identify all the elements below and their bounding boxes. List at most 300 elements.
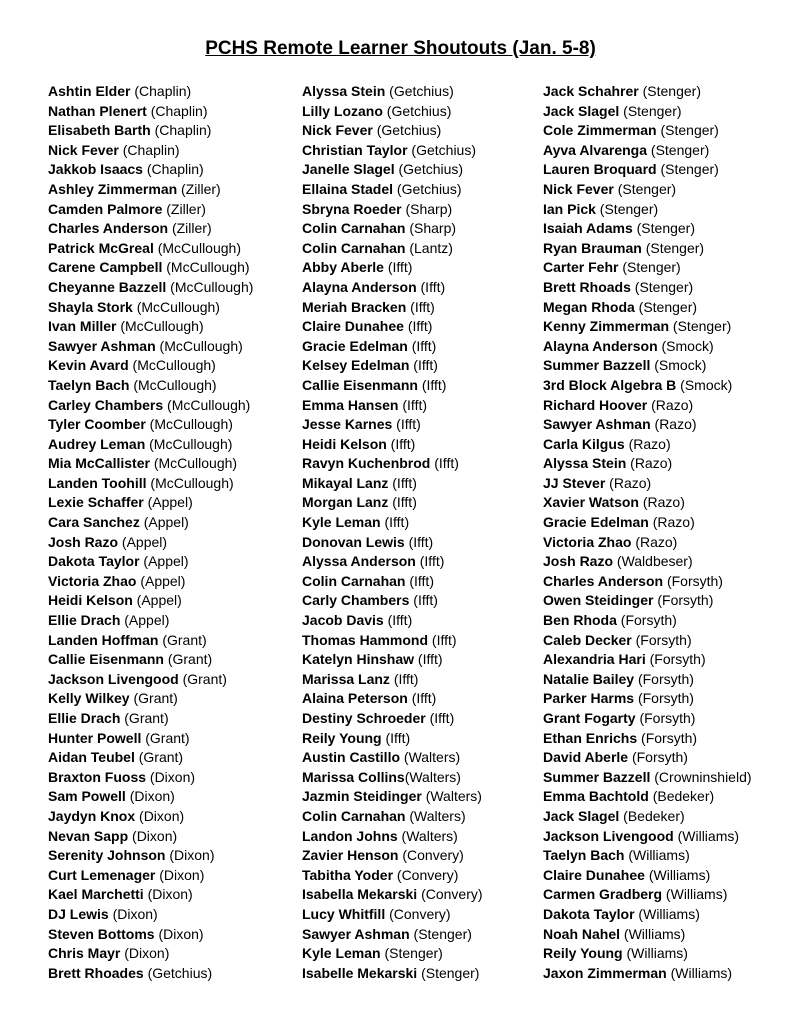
shoutout-entry: [48, 905, 253, 925]
shoutout-entry: [302, 278, 483, 298]
teacher-name: (Getchius): [394, 161, 464, 178]
teacher-name: (McCullough): [146, 474, 234, 491]
shoutout-entry: [543, 435, 752, 455]
teacher-name: (Grant): [163, 651, 213, 668]
shoutout-column-1: [48, 82, 253, 983]
shoutout-entry: [302, 513, 483, 533]
student-name: Curt Lemenager: [48, 866, 156, 883]
shoutout-entry: [543, 337, 752, 357]
teacher-name: (Dixon): [165, 847, 215, 864]
teacher-name: (Ziller): [177, 180, 221, 197]
teacher-name: (Convery): [398, 847, 464, 864]
shoutout-entry: [48, 317, 253, 337]
student-name: Lauren Broquard: [543, 161, 657, 178]
student-name: Ryan Brauman: [543, 239, 642, 256]
student-name: Alyssa Anderson: [302, 553, 416, 570]
shoutout-entry: [543, 572, 752, 592]
student-name: Jaxon Zimmerman: [543, 964, 667, 981]
teacher-name: (Dixon): [143, 886, 193, 903]
student-name: Brett Rhoades: [48, 964, 144, 981]
student-name: Heidi Kelson: [48, 592, 133, 609]
shoutout-entry: [543, 493, 752, 513]
shoutout-entry: [302, 729, 483, 749]
shoutout-entry: [543, 219, 752, 239]
shoutout-entry: [48, 827, 253, 847]
teacher-name: (Grant): [120, 710, 169, 726]
student-name: Kelsey Edelman: [302, 357, 410, 374]
shoutout-entry: [48, 964, 253, 984]
teacher-name: (Appel): [143, 494, 193, 511]
teacher-name: (McCullough): [132, 298, 220, 315]
teacher-name: (Chaplin): [142, 161, 204, 178]
teacher-name: (Walters): [400, 749, 461, 766]
shoutout-entry: [543, 552, 752, 572]
student-name: Ian Pick: [543, 200, 596, 217]
student-name: Victoria Zhao: [48, 572, 137, 589]
shoutout-entry: [48, 376, 253, 396]
teacher-name: (Chaplin): [118, 141, 180, 158]
teacher-name: (Stenger): [632, 220, 695, 237]
student-name: Jesse Karnes: [302, 416, 393, 433]
student-name: Carley Chambers: [48, 396, 164, 413]
student-name: Jackson Livengood: [543, 827, 674, 844]
shoutout-entry: [543, 729, 752, 749]
student-name: Kyle Leman: [302, 514, 381, 531]
shoutout-entry: [48, 611, 253, 631]
shoutout-entry: [543, 905, 752, 925]
teacher-name: (Stenger): [647, 141, 710, 158]
shoutout-entry: [48, 748, 253, 768]
teacher-name: (Ifft): [415, 553, 445, 570]
student-name: Nick Fever: [543, 180, 614, 197]
teacher-name: (Forsyth): [616, 612, 677, 629]
student-name: 3rd Block Algebra B: [543, 376, 677, 393]
teacher-name: (Stenger): [669, 318, 732, 335]
student-name: Meriah Bracken: [302, 298, 407, 315]
shoutout-entry: [543, 513, 752, 533]
shoutout-entry: [302, 160, 483, 180]
student-name: Sam Powell: [48, 788, 126, 805]
student-name: Serenity Johnson: [48, 847, 166, 864]
shoutout-entry: [302, 356, 483, 376]
teacher-name: (Bedeker): [619, 807, 685, 824]
shoutout-entry: [302, 376, 483, 396]
shoutout-entry: [543, 454, 752, 474]
teacher-name: (Stenger): [619, 102, 682, 119]
shoutout-column-3: [543, 82, 752, 983]
teacher-name: (McCullough): [145, 435, 233, 452]
shoutout-entry: [543, 670, 752, 690]
shoutout-entry: [302, 611, 483, 631]
teacher-name: (Ifft): [388, 474, 417, 491]
teacher-name: (Williams): [620, 925, 686, 942]
student-name: Jacob Davis: [302, 612, 384, 629]
teacher-name: (Getchius): [372, 122, 442, 139]
teacher-name: (Ifft): [388, 494, 417, 511]
teacher-name: (Chaplin): [146, 102, 208, 119]
teacher-name: (McCullough): [128, 357, 216, 374]
shoutout-entry: [302, 768, 483, 788]
student-name: Carmen Gradberg: [543, 886, 663, 903]
student-name: Cole Zimmerman: [543, 122, 657, 139]
teacher-name: (Razo): [624, 435, 671, 452]
student-name: Jackson Livengood: [48, 670, 179, 687]
teacher-name: (Dixon): [135, 807, 185, 824]
shoutout-entry: [302, 591, 483, 611]
shoutout-entry: [543, 925, 752, 945]
shoutout-entry: [543, 396, 752, 416]
shoutout-entry: [543, 611, 752, 631]
student-name: Noah Nahel: [543, 925, 621, 942]
shoutout-entry: [543, 356, 752, 376]
shoutout-entry: [48, 337, 253, 357]
shoutout-entry: [48, 474, 253, 494]
shoutout-entry: [48, 885, 253, 905]
teacher-name: (Appel): [139, 553, 189, 570]
student-name: Callie Eisenmann: [48, 651, 164, 668]
teacher-name: (Razo): [605, 474, 652, 491]
student-name: Claire Dunahee: [302, 318, 404, 335]
teacher-name: (Ifft): [389, 670, 419, 687]
student-name: Audrey Leman: [48, 435, 146, 452]
shoutout-entry: [48, 180, 253, 200]
shoutout-entry: [543, 650, 752, 670]
teacher-name: (Convery): [417, 886, 483, 903]
teacher-name: (Stenger): [630, 278, 694, 295]
student-name: Kenny Zimmerman: [543, 318, 670, 335]
student-name: Cheyanne Bazzell: [48, 278, 167, 295]
shoutout-entry: [302, 827, 483, 847]
teacher-name: (Stenger): [613, 180, 677, 197]
teacher-name: (Grant): [158, 631, 207, 648]
student-name: Caleb Decker: [543, 631, 632, 648]
shoutout-entry: [302, 846, 483, 866]
shoutout-entry: [48, 768, 253, 788]
teacher-name: (Stenger): [380, 945, 443, 962]
shoutout-entry: [543, 200, 752, 220]
student-name: Summer Bazzell: [543, 768, 651, 785]
shoutout-entry: [302, 435, 483, 455]
student-name: Parker Harms: [543, 690, 635, 707]
shoutout-entry: [48, 631, 253, 651]
student-name: Landen Hoffman: [48, 631, 159, 648]
teacher-name: (Walters): [421, 788, 482, 805]
shoutout-entry: [302, 141, 483, 161]
shoutout-entry: [302, 474, 483, 494]
student-name: Chris Mayr: [48, 945, 121, 962]
student-name: Alyssa Stein: [302, 83, 386, 99]
student-name: Taelyn Bach: [543, 847, 625, 864]
teacher-name: (Forsyth): [663, 572, 723, 589]
teacher-name: (McCullough): [163, 396, 251, 413]
student-name: Jack Slagel: [543, 807, 620, 824]
shoutout-entry: [48, 200, 253, 220]
teacher-name: (Getchius): [382, 102, 452, 119]
teacher-name: (Forsyth): [631, 631, 692, 648]
shoutout-entry: [48, 121, 253, 141]
shoutout-entry: [543, 474, 752, 494]
student-name: Nick Fever: [302, 122, 373, 139]
teacher-name: (Getchius): [393, 180, 462, 197]
shoutout-entry: [543, 533, 752, 553]
shoutout-entry: [302, 552, 483, 572]
teacher-name: (Ifft): [404, 533, 434, 550]
shoutout-entry: [48, 591, 253, 611]
student-name: Aidan Teubel: [48, 749, 135, 766]
student-name: Patrick McGreal: [48, 239, 154, 256]
student-name: Tyler Coomber: [48, 416, 146, 433]
teacher-name: (Williams): [624, 847, 690, 864]
student-name: Alexandria Hari: [543, 651, 646, 668]
shoutout-entry: [543, 239, 752, 259]
teacher-name: (Forsyth): [653, 592, 714, 609]
student-name: Tabitha Yoder: [302, 866, 394, 883]
student-name: Megan Rhoda: [543, 298, 635, 315]
shoutout-entry: [48, 160, 253, 180]
shoutout-entry: [543, 102, 752, 122]
shoutout-entry: [302, 298, 483, 318]
teacher-name: (Appel): [120, 612, 170, 629]
teacher-name: (Stenger): [656, 122, 719, 139]
shoutout-entry: [48, 435, 253, 455]
student-name: Carla Kilgus: [543, 435, 625, 452]
teacher-name: (Ziller): [168, 220, 212, 237]
student-name: JJ Stever: [543, 474, 606, 491]
teacher-name: (Ifft): [416, 278, 446, 295]
shoutout-entry: [302, 102, 483, 122]
teacher-name: (Appel): [132, 592, 182, 609]
page-title: PCHS Remote Learner Shoutouts (Jan. 5-8): [205, 38, 596, 59]
shoutout-entry: [302, 807, 483, 827]
shoutout-entry: [48, 258, 253, 278]
student-name: Carene Campbell: [48, 259, 163, 276]
shoutout-entry: [302, 82, 483, 102]
student-name: Nick Fever: [48, 141, 119, 158]
shoutout-entry: [302, 709, 483, 729]
teacher-name: (Smock): [650, 357, 707, 374]
student-name: Camden Palmore: [48, 200, 163, 217]
teacher-name: (Williams): [666, 964, 733, 981]
teacher-name: (Sharp): [401, 200, 453, 217]
shoutout-entry: [543, 709, 752, 729]
student-name: Ivan Miller: [48, 318, 117, 335]
student-name: Christian Taylor: [302, 141, 408, 158]
teacher-name: (Ifft): [409, 592, 438, 609]
teacher-name: (Forsyth): [637, 729, 698, 746]
student-name: Gracie Edelman: [302, 337, 408, 354]
student-name: Owen Steidinger: [543, 592, 654, 609]
teacher-name: (Walters): [404, 768, 461, 785]
shoutout-entry: [48, 533, 253, 553]
teacher-name: (Grant): [141, 729, 190, 746]
shoutout-entry: [302, 650, 483, 670]
shoutout-entry: [48, 219, 253, 239]
teacher-name: (Stenger): [656, 161, 719, 178]
teacher-name: (Ifft): [398, 396, 428, 413]
teacher-name: (Walters): [405, 807, 466, 824]
teacher-name: (McCullough): [129, 376, 217, 393]
teacher-name: (Razo): [626, 455, 673, 472]
shoutout-entry: [543, 591, 752, 611]
teacher-name: (Razo): [648, 514, 695, 531]
shoutout-entry: [543, 964, 752, 984]
student-name: Alyssa Stein: [543, 455, 627, 472]
student-name: Colin Carnahan: [302, 807, 406, 824]
student-name: Hunter Powell: [48, 729, 142, 746]
student-name: Sbryna Roeder: [302, 200, 402, 217]
shoutout-entry: [48, 513, 253, 533]
student-name: Katelyn Hinshaw: [302, 651, 415, 668]
shoutout-entry: [48, 572, 253, 592]
shoutout-entry: [543, 278, 752, 298]
student-name: Jaydyn Knox: [48, 807, 136, 824]
shoutout-entry: [302, 493, 483, 513]
shoutout-entry: [48, 689, 253, 709]
teacher-name: (Ifft): [407, 690, 437, 707]
shoutout-entry: [48, 82, 253, 102]
teacher-name: (McCullough): [153, 239, 241, 256]
student-name: Ashley Zimmerman: [48, 180, 178, 197]
teacher-name: (Ifft): [406, 298, 435, 315]
student-name: Ayva Alvarenga: [543, 141, 648, 158]
teacher-name: (Ifft): [392, 416, 421, 433]
student-name: Zavier Henson: [302, 847, 399, 864]
student-name: Kael Marchetti: [48, 886, 144, 903]
teacher-name: (Chaplin): [150, 122, 212, 139]
student-name: Josh Razo: [48, 533, 119, 550]
teacher-name: (Ziller): [162, 200, 206, 217]
student-name: Ravyn Kuchenbrod: [302, 455, 431, 472]
student-name: Mia McCallister: [48, 455, 150, 472]
shoutout-entry: [543, 768, 752, 788]
shoutout-entry: [48, 239, 253, 259]
shoutout-entry: [48, 493, 253, 513]
student-name: Thomas Hammond: [302, 631, 429, 648]
shoutout-entry: [302, 964, 483, 984]
student-name: Reily Young: [302, 729, 382, 746]
teacher-name: (Grant): [129, 690, 178, 707]
student-name: Lucy Whitfill: [302, 905, 386, 922]
shoutout-entry: [48, 102, 253, 122]
teacher-name: (Williams): [673, 827, 740, 844]
teacher-name: (Smock): [657, 337, 714, 354]
student-name: Summer Bazzell: [543, 357, 651, 374]
shoutout-entry: [302, 180, 483, 200]
student-name: Dakota Taylor: [543, 905, 635, 922]
student-name: Colin Carnahan: [302, 239, 406, 256]
shoutout-entry: [302, 121, 483, 141]
student-name: Xavier Watson: [543, 494, 639, 511]
shoutout-entry: [302, 533, 483, 553]
shoutout-entry: [302, 866, 483, 886]
shoutout-entry: [543, 631, 752, 651]
student-name: Abby Aberle: [302, 259, 384, 276]
teacher-name: (Ifft): [414, 651, 443, 668]
student-name: Jazmin Steidinger: [302, 788, 422, 805]
student-name: Carly Chambers: [302, 592, 410, 609]
teacher-name: (Forsyth): [628, 749, 688, 766]
teacher-name: (Ifft): [407, 337, 437, 354]
teacher-name: (Razo): [650, 416, 697, 433]
shoutout-entry: [302, 239, 483, 259]
student-name: Nevan Sapp: [48, 827, 129, 844]
shoutout-entry: [48, 141, 253, 161]
teacher-name: (McCullough): [155, 337, 243, 354]
teacher-name: (Ifft): [425, 710, 455, 726]
student-name: Charles Anderson: [48, 220, 169, 237]
shoutout-entry: [48, 787, 253, 807]
teacher-name: (Grant): [178, 670, 227, 687]
student-name: Alayna Anderson: [302, 278, 417, 295]
student-name: Alayna Anderson: [543, 337, 658, 354]
student-name: Steven Bottoms: [48, 925, 155, 942]
shoutout-entry: [302, 396, 483, 416]
student-name: Colin Carnahan: [302, 220, 406, 237]
teacher-name: (Stenger): [641, 239, 705, 256]
teacher-name: (McCullough): [145, 416, 233, 433]
teacher-name: (Razo): [631, 533, 678, 550]
shoutout-entry: [48, 807, 253, 827]
teacher-name: (Stenger): [417, 964, 480, 981]
shoutout-entry: [48, 944, 253, 964]
teacher-name: (Chaplin): [130, 83, 192, 99]
shoutout-entry: [48, 846, 253, 866]
shoutout-entry: [48, 552, 253, 572]
teacher-name: (Getchius): [385, 83, 454, 99]
teacher-name: (Ifft): [381, 729, 411, 746]
shoutout-entry: [302, 944, 483, 964]
student-name: Kevin Avard: [48, 357, 129, 374]
teacher-name: (Stenger): [634, 298, 698, 315]
teacher-name: (Ifft): [403, 318, 433, 335]
student-name: Marissa Collins: [302, 768, 405, 785]
shoutout-entry: [48, 454, 253, 474]
student-name: Jack Schahrer: [543, 83, 639, 99]
shoutout-entry: [543, 885, 752, 905]
teacher-name: (Stenger): [618, 259, 681, 276]
shoutout-entry: [543, 866, 752, 886]
shoutout-entry: [543, 944, 752, 964]
shoutout-entry: [543, 82, 752, 102]
student-name: Ashtin Elder: [48, 83, 131, 99]
teacher-name: (Williams): [634, 905, 700, 922]
student-name: Josh Razo: [543, 553, 614, 570]
shoutout-entry: [302, 317, 483, 337]
teacher-name: (Grant): [134, 749, 184, 766]
student-name: Braxton Fuoss: [48, 768, 147, 785]
teacher-name: (Dixon): [128, 827, 178, 844]
teacher-name: (Sharp): [405, 220, 457, 237]
student-name: Richard Hoover: [543, 396, 648, 413]
shoutout-entry: [48, 866, 253, 886]
teacher-name: (Dixon): [146, 768, 196, 785]
student-name: Callie Eisenmann: [302, 376, 418, 393]
teacher-name: (Ifft): [386, 435, 416, 452]
student-name: Lexie Schaffer: [48, 494, 144, 511]
student-name: Isabella Mekarski: [302, 886, 418, 903]
student-name: DJ Lewis: [48, 905, 109, 922]
teacher-name: (Ifft): [417, 376, 447, 393]
teacher-name: (Convery): [393, 866, 459, 883]
shoutout-entry: [48, 298, 253, 318]
student-name: Emma Hansen: [302, 396, 399, 413]
student-name: Grant Fogarty: [543, 710, 636, 726]
student-name: Emma Bachtold: [543, 788, 649, 805]
teacher-name: (Lantz): [405, 239, 453, 256]
student-name: David Aberle: [543, 749, 629, 766]
teacher-name: (Appel): [118, 533, 168, 550]
shoutout-entry: [543, 846, 752, 866]
